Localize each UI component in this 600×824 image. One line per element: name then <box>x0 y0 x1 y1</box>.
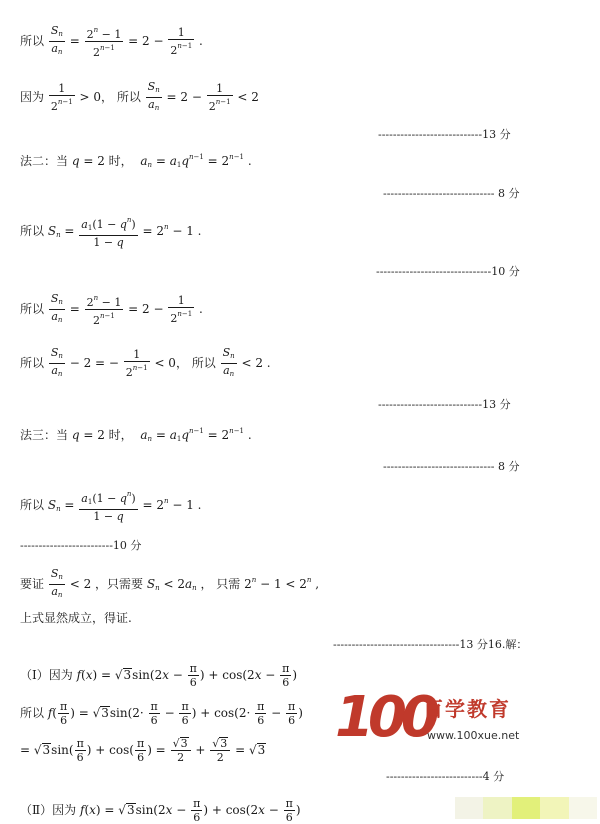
formula-line-1: 所以 $\frac{S_n}{a_n}$ = $\frac{2^n - 1}{2^{n-1}}$ = 2 − $\frac{1}{2^{n-1}}$ . <box>20 24 203 59</box>
part-1-eval-line: 所以 f( $\frac{\pi}{6}$ ) = √3sin(2· $\frac{\pi}{6}$ − $\frac{\pi}{6}$ ) + cos(2· $\frac{\pi}{6}$ − $\frac{\pi}{6}$ ) <box>20 700 303 727</box>
formula-line-5: 所以 $\frac{S_n}{a_n}$ − 2 = − $\frac{1}{2^{n-1}}$ < 0， 所以 $\frac{S_n}{a_n}$ < 2 . <box>20 346 271 379</box>
method-3-line: 法三：当 q = 2 时， $a_n = a_1q^{n-1} = 2^{n-1}$ . <box>20 427 252 443</box>
score-line-3: -------------------------------10 分 <box>376 265 520 278</box>
formula-line-4: 所以 $\frac{S_n}{a_n}$ = $\frac{2^n - 1}{2^{n-1}}$ = 2 − $\frac{1}{2^{n-1}}$ . <box>20 292 203 327</box>
part-2-line: （Ⅱ）因为 f(x) = √3sin(2x − $\frac{\pi}{6}$ ) + cos(2x − $\frac{\pi}{6}$ ) <box>20 797 301 824</box>
score-line-5: ------------------------------ 8 分 <box>383 460 520 473</box>
formula-line-2: 因为 $\frac{1}{2^{n-1}}$ > 0， 所以 $\frac{S_n}{a_n}$ = 2 − $\frac{1}{2^{n-1}}$ < 2 <box>20 80 259 113</box>
score-line-7: ----------------------------------13 分16.解： <box>333 638 528 651</box>
method-2-line: 法二：当 q = 2 时， $a_n = a_1q^{n-1} = 2^{n-1}$ . <box>20 153 252 169</box>
formula-line-6: 所以 $S_n$ = $\frac{a_1(1 - q^n)}{1 - q}$ = $2^n - 1$ . <box>20 490 202 523</box>
part-1-line: （Ⅰ）因为 f(x) = √3sin(2x − $\frac{\pi}{6}$ ) + cos(2x − $\frac{\pi}{6}$ ) <box>20 662 298 689</box>
score-line-6: -------------------------10 分 <box>20 539 142 552</box>
watermark-digits: 100 <box>335 685 434 750</box>
score-line-8: --------------------------4 分 <box>386 770 505 783</box>
watermark-logo <box>335 685 535 755</box>
proof-conclusion: 上式显然成立，得证. <box>20 611 132 625</box>
formula-line-3: 所以 $S_n$ = $\frac{a_1(1 - q^n)}{1 - q}$ = $2^n - 1$ . <box>20 216 202 249</box>
score-line-4: ----------------------------13 分 <box>378 398 511 411</box>
score-line-2: ------------------------------ 8 分 <box>383 187 520 200</box>
score-line-1: ----------------------------13 分 <box>378 128 511 141</box>
watermark-url: www.100xue.net <box>427 729 520 742</box>
formula-line-7: 要证 $\frac{S_n}{a_n}$ < 2 ，只需要 $S_n < 2a_n$ ， 只需 $2^n - 1 < 2^n$ , <box>20 567 320 599</box>
blurred-strip <box>455 797 597 819</box>
watermark-name: 百学教育 <box>423 697 511 721</box>
part-1-result-line: = √3sin( $\frac{\pi}{6}$ ) + cos( $\frac{\pi}{6}$ ) = $\frac{√3}{2}$ + $\frac{√3}{2}$ = √3 <box>20 737 266 764</box>
